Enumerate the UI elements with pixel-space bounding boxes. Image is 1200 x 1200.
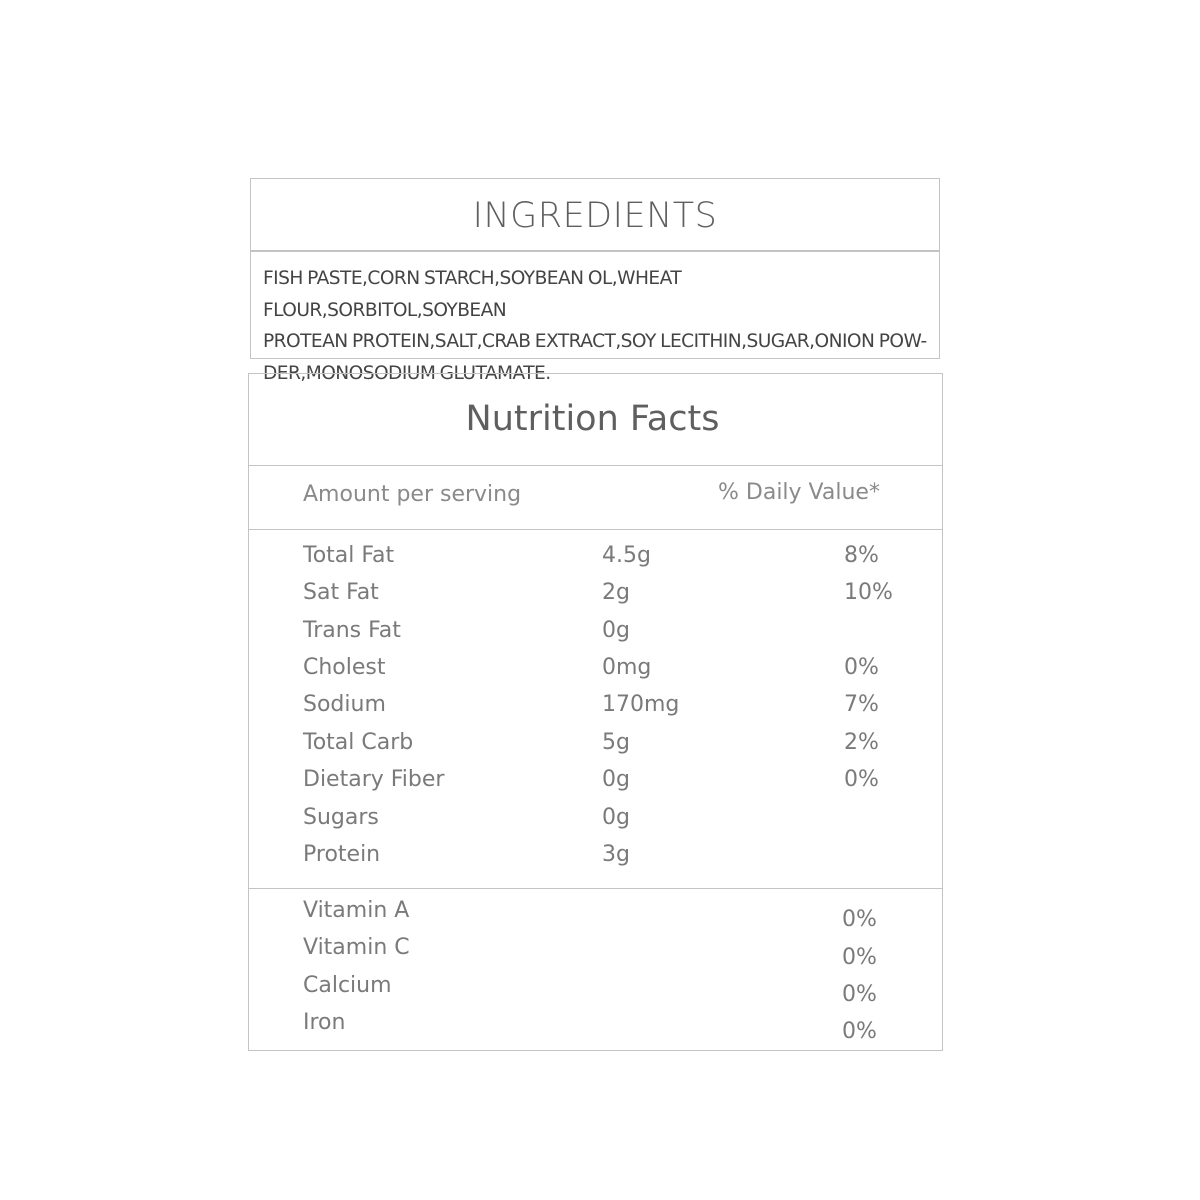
nutrient-name: Sodium bbox=[303, 692, 386, 717]
nutrient-amount: 5g bbox=[602, 730, 630, 755]
vitamin-daily-value: 0% bbox=[842, 1019, 877, 1044]
nutrient-row bbox=[249, 618, 942, 648]
vitamin-name: Calcium bbox=[303, 973, 392, 998]
nutrient-amount: 4.5g bbox=[602, 543, 651, 568]
nutrient-name: Dietary Fiber bbox=[303, 767, 445, 792]
nutrient-row bbox=[249, 842, 942, 872]
nutrient-row bbox=[249, 767, 942, 797]
ingredients-title: INGREDIENTS bbox=[472, 195, 718, 236]
nutrient-amount: 170mg bbox=[602, 692, 680, 717]
nutrient-amount: 0mg bbox=[602, 655, 652, 680]
nutrient-name: Trans Fat bbox=[303, 618, 401, 643]
vitamin-name: Vitamin A bbox=[303, 898, 410, 923]
nutrient-amount: 0g bbox=[602, 767, 630, 792]
nutrition-facts-panel bbox=[248, 373, 943, 1051]
nutrient-name: Protein bbox=[303, 842, 381, 867]
nutrient-row bbox=[249, 805, 942, 835]
ingredients-line: FISH PASTE,CORN STARCH,SOYBEAN OL,WHEAT FLOUR,SORBITOL,SOYBEAN bbox=[263, 268, 682, 321]
vitamin-name: Vitamin C bbox=[303, 935, 410, 960]
ingredients-line: DER,MONOSODIUM GLUTAMATE. bbox=[263, 362, 551, 384]
daily-value-label: % Daily Value* bbox=[718, 480, 880, 505]
nutrient-row bbox=[249, 730, 942, 760]
amount-per-serving-label: Amount per serving bbox=[303, 482, 522, 507]
nutrition-title: Nutrition Facts bbox=[465, 398, 720, 439]
vitamin-daily-value: 0% bbox=[842, 907, 877, 932]
nutrient-row bbox=[249, 543, 942, 573]
serving-header-row bbox=[249, 466, 942, 530]
vitamins-list bbox=[249, 889, 942, 1049]
ingredients-line: PROTEAN PROTEIN,SALT,CRAB EXTRACT,SOY LECITHIN,SUGAR,ONION POW- bbox=[263, 331, 927, 352]
vitamin-daily-value: 0% bbox=[842, 945, 877, 970]
nutrients-list bbox=[249, 530, 942, 889]
ingredients-header bbox=[251, 179, 939, 252]
nutrient-daily-value: 7% bbox=[844, 692, 879, 717]
nutrient-amount: 3g bbox=[602, 842, 630, 867]
nutrition-header bbox=[249, 374, 942, 466]
nutrient-row bbox=[249, 692, 942, 722]
ingredients-list bbox=[251, 252, 939, 389]
nutrient-daily-value: 10% bbox=[844, 580, 893, 605]
nutrient-name: Cholest bbox=[303, 655, 386, 680]
vitamin-name: Iron bbox=[303, 1010, 346, 1035]
nutrient-name: Total Carb bbox=[303, 730, 414, 755]
nutrient-daily-value: 2% bbox=[844, 730, 879, 755]
nutrient-row bbox=[249, 580, 942, 610]
nutrient-amount: 2g bbox=[602, 580, 630, 605]
nutrient-amount: 0g bbox=[602, 805, 630, 830]
nutrient-row bbox=[249, 655, 942, 685]
nutrient-daily-value: 0% bbox=[844, 655, 879, 680]
vitamin-daily-value: 0% bbox=[842, 982, 877, 1007]
nutrient-amount: 0g bbox=[602, 618, 630, 643]
nutrient-name: Sat Fat bbox=[303, 580, 379, 605]
nutrient-daily-value: 0% bbox=[844, 767, 879, 792]
ingredients-panel bbox=[250, 178, 940, 384]
nutrient-name: Total Fat bbox=[303, 543, 395, 568]
nutrient-daily-value: 8% bbox=[844, 543, 879, 568]
nutrient-name: Sugars bbox=[303, 805, 379, 830]
